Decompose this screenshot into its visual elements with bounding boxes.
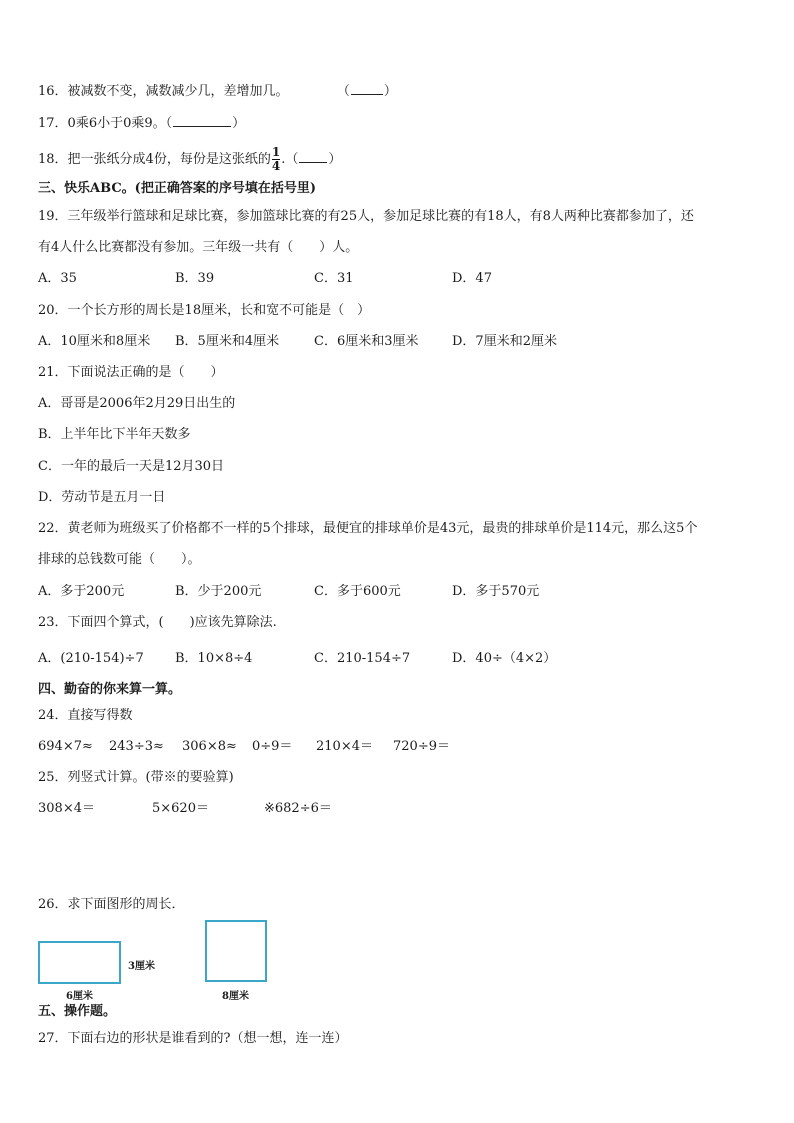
fraction-numerator: 1 [271,145,281,159]
q22-option-d[interactable]: D．多于570元 [452,584,540,599]
section-5-heading: 五、操作题。 [38,1004,117,1019]
section-3-heading: 三、快乐ABC。(把正确答案的序号填在括号里) [38,181,316,196]
rectangle-width-label: 6厘米 [66,991,93,1002]
q23-option-d[interactable]: D．40÷（4×2） [452,651,557,666]
q24-item: 0÷9＝ [252,739,293,754]
q20-option-a[interactable]: A．10厘米和8厘米 [38,334,151,349]
answer-paren-open: （ [165,116,173,131]
question-24-text: 24．直接写得数 [38,708,133,723]
fraction-denominator: 4 [271,159,281,173]
q24-item: 210×4＝ [316,739,373,754]
q24-item: 720÷9＝ [393,739,450,754]
q19-option-c[interactable]: C．31 [314,271,354,286]
question-19-line-2: 有4人什么比赛都没有参加。三年级一共有（ ）人。 [38,240,359,255]
q23-option-b[interactable]: B．10×8÷4 [175,651,253,666]
answer-paren-close: ） [232,116,246,131]
question-18-tail: .（ [281,152,299,167]
q24-item: 243÷3≈ [109,739,164,754]
rectangle-figure [38,941,121,984]
fraction-one-quarter [272,147,280,172]
q23-option-c[interactable]: C．210-154÷7 [314,651,411,666]
question-17 [38,114,245,133]
q19-option-d[interactable]: D．47 [452,271,492,286]
q21-option-a[interactable]: A．哥哥是2006年2月29日出生的 [38,396,236,411]
question-16-text: 16．被减数不变，减数减少几，差增加几。 [38,84,289,99]
q20-option-c[interactable]: C．6厘米和3厘米 [314,334,419,349]
answer-blank-18[interactable] [299,150,327,163]
q22-option-c[interactable]: C．多于600元 [314,584,401,599]
q25-item: ※682÷6＝ [264,801,332,816]
question-16 [38,82,397,101]
q22-option-a[interactable]: A．多于200元 [38,584,125,599]
q22-option-b[interactable]: B．少于200元 [175,584,262,599]
answer-blank-17[interactable] [173,114,231,127]
question-26-text: 26．求下面图形的周长． [38,897,185,912]
q25-item: 308×4＝ [38,801,95,816]
q23-option-a[interactable]: A．(210-154)÷7 [38,651,144,666]
square-figure [205,920,267,982]
question-22-line-2: 排球的总钱数可能（ ）。 [38,552,201,567]
answer-paren-close: ） [383,84,397,99]
answer-blank-16[interactable] [351,82,383,95]
q19-option-b[interactable]: B．39 [175,271,215,286]
question-23-text: 23．下面四个算式，( )应该先算除法. [38,615,277,630]
question-17-text: 17．0乘6小于0乘9。 [38,116,166,131]
answer-paren-close: ） [328,152,342,167]
square-side-label: 8厘米 [222,991,249,1002]
question-21-text: 21．下面说法正确的是（ ） [38,365,224,380]
section-4-heading: 四、勤奋的你来算一算。 [38,682,182,697]
q21-option-c[interactable]: C．一年的最后一天是12月30日 [38,459,225,474]
question-27-text: 27．下面右边的形状是谁看到的?（想一想，连一连） [38,1031,348,1046]
question-18-text: 18．把一张纸分成4份，每份是这张纸的 [38,152,271,167]
rectangle-height-label: 3厘米 [128,961,155,972]
q20-option-d[interactable]: D．7厘米和2厘米 [452,334,557,349]
question-25-text: 25．列竖式计算。(带※的要验算) [38,770,234,785]
question-20-text: 20．一个长方形的周长是18厘米，长和宽不可能是（ ） [38,303,371,318]
q21-option-b[interactable]: B．上半年比下半年天数多 [38,427,191,442]
answer-paren-open: （ [336,84,350,99]
q19-option-a[interactable]: A．35 [38,271,77,286]
q20-option-b[interactable]: B．5厘米和4厘米 [175,334,280,349]
question-22-line-1: 22．黄老师为班级买了价格都不一样的5个排球，最便宜的排球单价是43元，最贵的排球单价是114元，那么这5个 [38,521,698,536]
q24-item: 306×8≈ [182,739,237,754]
question-18 [38,147,341,172]
q25-item: 5×620＝ [152,801,209,816]
q24-item: 694×7≈ [38,739,93,754]
question-19-line-1: 19．三年级举行篮球和足球比赛，参加篮球比赛的有25人，参加足球比赛的有18人，有8人两种比赛都参加了，还 [38,209,694,224]
q21-option-d[interactable]: D．劳动节是五月一日 [38,490,166,505]
